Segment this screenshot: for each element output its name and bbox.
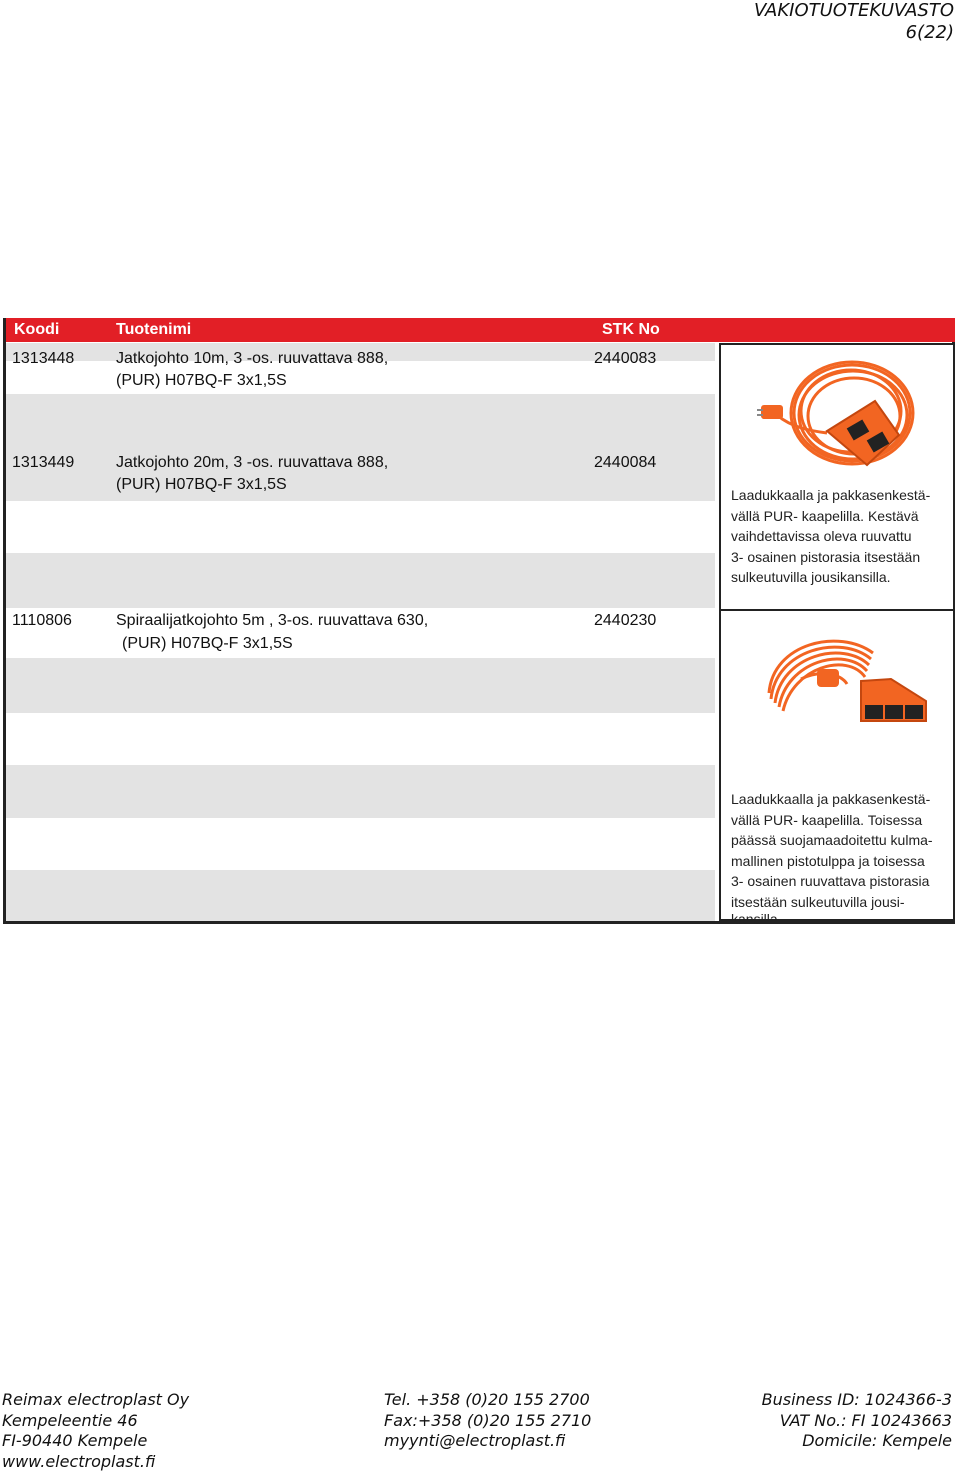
- company-name: Reimax electroplast Oy: [2, 1390, 190, 1409]
- plug-icon: [817, 669, 839, 687]
- product2-desc-line: mallinen pistotulppa ja toisessa: [731, 852, 925, 869]
- col-name-header: Tuotenimi: [116, 321, 192, 338]
- col-code-header: Koodi: [14, 321, 60, 338]
- product2-desc-line: vällä PUR- kaapelilla. Toisessa: [731, 811, 923, 828]
- row-band: [6, 553, 715, 608]
- row-band: [6, 818, 715, 870]
- row3-name-line2: (PUR) H07BQ-F 3x1,5S: [122, 635, 293, 652]
- row1-code: 1313448: [12, 350, 75, 367]
- row2-name-line2: (PUR) H07BQ-F 3x1,5S: [116, 476, 287, 493]
- row2-code: 1313449: [12, 454, 75, 471]
- col-stk-header: STK No: [602, 321, 660, 338]
- row1-name-line1: Jatkojohto 10m, 3 -os. ruuvattava 888,: [116, 350, 389, 367]
- contact-phone: Tel. +358 (0)20 155 2700: [384, 1390, 590, 1409]
- footer-contact: [384, 1390, 591, 1452]
- product1-desc-line: vaihdettavissa oleva ruuvattu: [731, 528, 912, 544]
- contact-email: myynti@electroplast.fi: [384, 1431, 566, 1450]
- orange-extension-cord-image: [757, 353, 917, 483]
- row-band: [6, 765, 715, 818]
- product-table: [3, 318, 955, 927]
- product2-desc-line: 3- osainen ruuvattava pistorasia: [731, 873, 930, 889]
- page-number: 6(22): [905, 22, 954, 43]
- row-band: [6, 870, 715, 921]
- row-band: [6, 501, 715, 553]
- orange-spiral-cord-image: [761, 629, 931, 739]
- row2-name-line1: Jatkojohto 20m, 3 -os. ruuvattava 888,: [116, 454, 389, 471]
- product-panel-2: [719, 609, 955, 927]
- row1-name-line2: (PUR) H07BQ-F 3x1,5S: [116, 372, 287, 389]
- company-postal: FI-90440 Kempele: [2, 1431, 148, 1450]
- product1-desc-line: vällä PUR- kaapelilla. Kestävä: [731, 507, 919, 524]
- footer-company: [2, 1390, 189, 1472]
- footer-legal: [762, 1390, 952, 1452]
- product2-desc-line: päässä suojamaadoitettu kulma-: [731, 832, 933, 848]
- product1-desc-line: Laadukkaalla ja pakkasenkestä-: [731, 487, 931, 503]
- product2-desc-line: itsestään sulkeutuvilla jousi-: [731, 893, 905, 910]
- row-band: [6, 658, 715, 713]
- page-header: [754, 0, 954, 44]
- product1-desc-line: sulkeutuvilla jousikansilla.: [731, 569, 891, 585]
- plug-icon: [761, 405, 783, 419]
- row1-stk: 2440083: [594, 350, 657, 367]
- contact-fax: Fax:+358 (0)20 155 2710: [384, 1410, 592, 1430]
- row-band: [6, 713, 715, 765]
- product2-desc-line: kansilla: [731, 911, 778, 927]
- row3-stk: 2440230: [594, 612, 657, 629]
- business-id: Business ID: 1024366-3: [761, 1390, 952, 1409]
- domicile: Domicile: Kempele: [802, 1431, 952, 1450]
- product-panel-1: [719, 343, 955, 611]
- row2-stk: 2440084: [594, 454, 657, 471]
- table-header: [6, 318, 955, 342]
- product2-desc-line: Laadukkaalla ja pakkasenkestä-: [731, 791, 931, 807]
- row3-name-line1: Spiraalijatkojohto 5m , 3-os. ruuvattava 630,: [116, 612, 429, 629]
- catalog-title: VAKIOTUOTEKUVASTO: [753, 0, 954, 21]
- company-street: Kempeleentie 46: [2, 1410, 138, 1430]
- vat-number: VAT No.: FI 10243663: [779, 1410, 952, 1430]
- row-band: [6, 394, 715, 446]
- product1-desc-line: 3- osainen pistorasia itsestään: [731, 548, 921, 565]
- row3-code: 1110806: [12, 612, 72, 629]
- company-website: www.electroplast.fi: [2, 1451, 156, 1471]
